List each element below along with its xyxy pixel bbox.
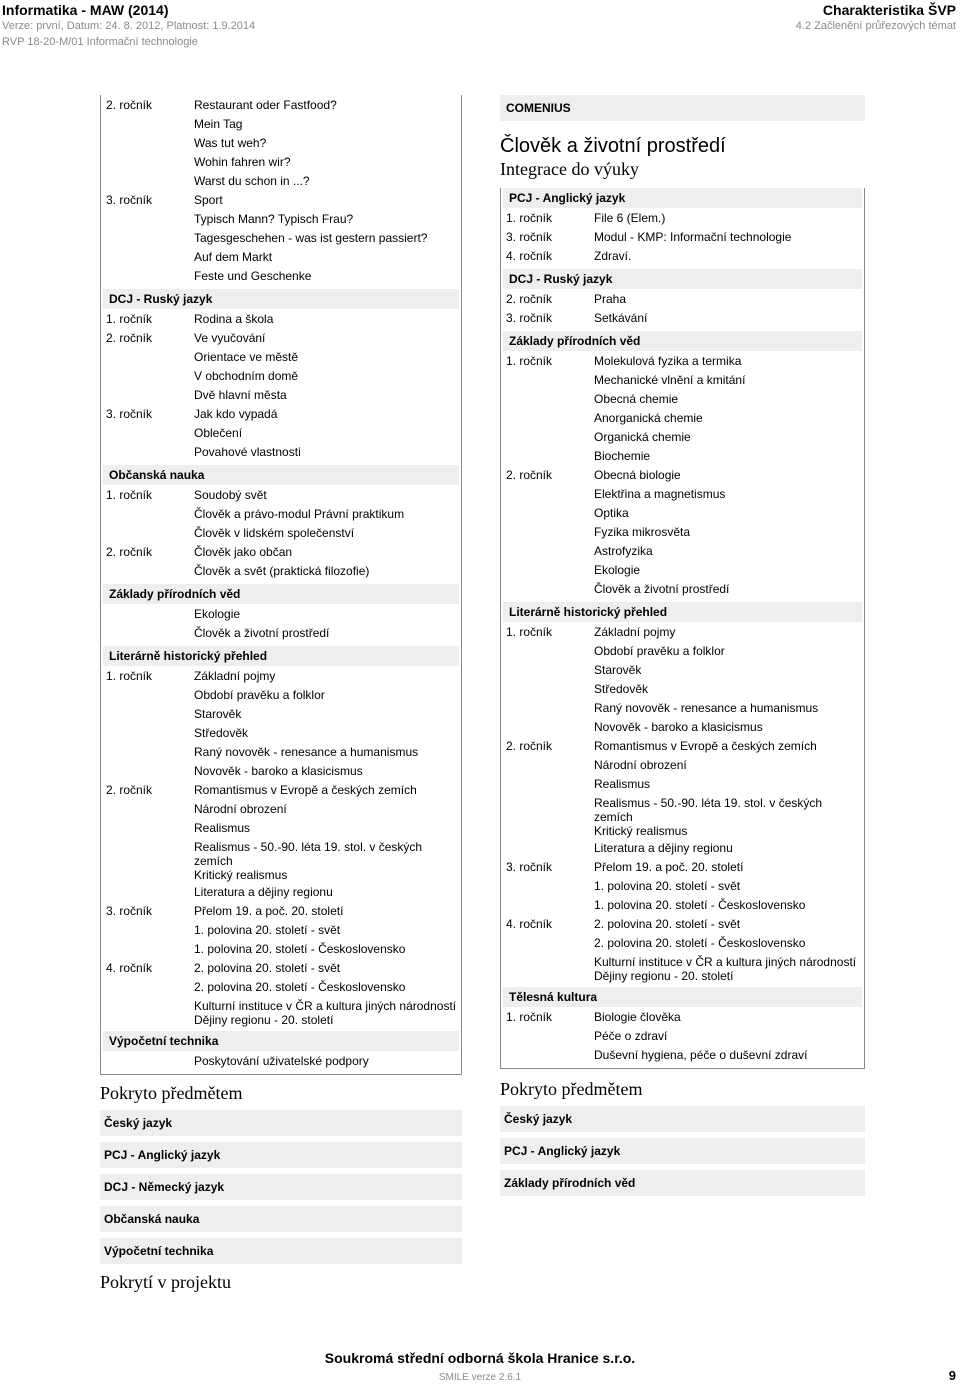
topic-cell: Člověk v lidském společenství (194, 526, 355, 540)
topic-row (501, 465, 864, 484)
topic-cell: Kulturní instituce v ČR a kultura jiných národností Dějiny regionu - 20. století (594, 955, 857, 983)
topic-cell: Optika (594, 506, 629, 520)
topic-row (101, 366, 461, 385)
section-title: Charakteristika ŠVP (822, 2, 956, 18)
topic-row (501, 503, 864, 522)
year-cell (501, 663, 594, 679)
subject-heading: Literárně historický přehled (103, 646, 459, 666)
year-cell: 1. ročník (506, 1010, 553, 1024)
year-cell (101, 564, 194, 580)
topic-cell: Biochemie (594, 449, 651, 463)
coverage-item: Výpočetní technika (100, 1238, 462, 1264)
year-cell: 2. ročník (506, 739, 553, 753)
topic-row (101, 114, 461, 133)
topic-row (101, 542, 461, 561)
year-cell (101, 1054, 194, 1070)
topic-cell: Realismus - 50.-90. léta 19. stol. v českých zemích Kritický realismus (194, 840, 423, 882)
year-cell (501, 392, 594, 408)
topic-row (101, 818, 461, 837)
subject-section (100, 289, 462, 465)
year-cell (501, 796, 594, 838)
subject-heading: Základy přírodních věd (503, 331, 862, 351)
topic-cell: Období pravěku a folklor (194, 688, 325, 702)
year-cell (501, 544, 594, 560)
topic-row (101, 95, 461, 114)
year-cell (101, 802, 194, 818)
coverage-item: Občanská nauka (100, 1206, 462, 1232)
year-cell: 1. ročník (106, 488, 153, 502)
year-cell (101, 250, 194, 266)
year-cell: 2. ročník (506, 292, 553, 306)
topic-cell: Realismus (594, 777, 651, 791)
year-cell (101, 445, 194, 461)
topic-cell: Člověk a svět (praktická filozofie) (194, 564, 370, 578)
topic-row (101, 190, 461, 209)
left-integration-table (100, 95, 462, 1075)
left-column (100, 95, 462, 1299)
topic-row (101, 133, 461, 152)
subject-heading: Literárně historický přehled (503, 602, 862, 622)
topic-cell: Jak kdo vypadá (194, 407, 278, 421)
topic-cell: Anorganická chemie (594, 411, 703, 425)
topic-row (101, 901, 461, 920)
year-cell (101, 999, 194, 1027)
topic-cell: Základní pojmy (594, 625, 676, 639)
topic-row (101, 761, 461, 780)
right-column (500, 95, 865, 1202)
topic-cell: Mechanické vlnění a kmitání (594, 373, 746, 387)
topic-cell: Praha (594, 292, 627, 306)
year-cell (501, 582, 594, 598)
theme-title: Člověk a životní prostředí (500, 135, 726, 157)
topic-cell: Was tut weh? (194, 136, 267, 150)
coverage-item: PCJ - Anglický jazyk (100, 1142, 462, 1168)
year-cell (101, 840, 194, 882)
year-cell (501, 449, 594, 465)
topic-row (101, 742, 461, 761)
subject-section (100, 584, 462, 646)
topic-cell: Molekulová fyzika a termika (594, 354, 742, 368)
year-cell: 4. ročník (506, 917, 553, 931)
year-cell: 1. ročník (106, 312, 153, 326)
topic-cell: Realismus (194, 821, 251, 835)
topic-cell: Orientace ve městě (194, 350, 299, 364)
topic-cell: Povahové vlastnosti (194, 445, 301, 459)
year-cell (501, 430, 594, 446)
topic-row (101, 920, 461, 939)
page-number: 9 (948, 1368, 956, 1383)
topic-cell: Národní obrození (594, 758, 687, 772)
year-cell: 2. ročník (106, 783, 153, 797)
coverage-item: Český jazyk (500, 1106, 865, 1132)
topic-cell: Tagesgeschehen - was ist gestern passiert? (194, 231, 428, 245)
topic-row (501, 895, 864, 914)
year-cell (101, 212, 194, 228)
topic-cell: Středověk (594, 682, 649, 696)
year-cell (101, 350, 194, 366)
subject-section (100, 95, 462, 289)
topic-cell: Obecná chemie (594, 392, 679, 406)
topic-cell: Organická chemie (594, 430, 691, 444)
topic-row (501, 208, 864, 227)
topic-cell: Raný novověk - renesance a humanismus (594, 701, 819, 715)
topic-cell: Raný novověk - renesance a humanismus (194, 745, 419, 759)
topic-cell: V obchodním domě (194, 369, 299, 383)
topic-row (501, 389, 864, 408)
topic-cell: Obecná biologie (594, 468, 681, 482)
topic-cell: Starověk (594, 663, 642, 677)
year-cell: 3. ročník (106, 407, 153, 421)
year-cell (501, 1029, 594, 1045)
section-subtitle: 4.2 Začlenění průřezových témat (795, 20, 956, 32)
topic-cell: Duševní hygiena, péče o duševní zdraví (594, 1048, 808, 1062)
year-cell (501, 506, 594, 522)
topic-cell: 1. polovina 20. století - svět (594, 879, 741, 893)
year-cell: 4. ročník (106, 961, 153, 975)
topic-row (101, 977, 461, 996)
topic-cell: Wohin fahren wir? (194, 155, 291, 169)
topic-row (101, 171, 461, 190)
topic-cell: Novověk - baroko a klasicismus (594, 720, 763, 734)
year-cell (501, 777, 594, 793)
topic-cell: Romantismus v Evropě a českých zemích (594, 739, 817, 753)
integration-title: Integrace do výuky (500, 159, 639, 179)
year-cell (501, 720, 594, 736)
topic-cell: Péče o zdraví (594, 1029, 668, 1043)
topic-cell: Zdraví. (594, 249, 632, 263)
left-coverage-list (100, 1110, 462, 1264)
topic-row (101, 347, 461, 366)
coverage-item: Základy přírodních věd (500, 1170, 865, 1196)
topic-cell: 2. polovina 20. století - svět (594, 917, 741, 931)
topic-row (101, 939, 461, 958)
topic-cell: Dvě hlavní města (194, 388, 287, 402)
topic-row (501, 427, 864, 446)
year-cell (101, 980, 194, 996)
topic-row (501, 408, 864, 427)
topic-row (501, 484, 864, 503)
topic-row (101, 666, 461, 685)
topic-row (101, 561, 461, 580)
topic-row (501, 560, 864, 579)
year-cell (501, 1048, 594, 1064)
topic-cell: Romantismus v Evropě a českých zemích (194, 783, 417, 797)
topic-row (101, 504, 461, 523)
year-cell: 4. ročník (506, 249, 553, 263)
topic-row (501, 1026, 864, 1045)
topic-cell: 2. polovina 20. století - Československo (594, 936, 806, 950)
year-cell (101, 626, 194, 642)
topic-cell: Literatura a dějiny regionu (194, 885, 333, 899)
year-cell (501, 879, 594, 895)
project-coverage-title: Pokrytí v projektu (100, 1272, 231, 1292)
year-cell (101, 136, 194, 152)
topic-row (501, 698, 864, 717)
topic-row (101, 958, 461, 977)
topic-cell: File 6 (Elem.) (594, 211, 666, 225)
subject-section (500, 331, 865, 602)
topic-row (501, 717, 864, 736)
version-info: Verze: první, Datum: 24. 8. 2012, Platnost: 1.9.2014 (2, 20, 256, 32)
topic-cell: Ve vyučování (194, 331, 266, 345)
year-cell (501, 644, 594, 660)
topic-row (101, 723, 461, 742)
topic-row (101, 780, 461, 799)
topic-cell: Poskytování uživatelské podpory (194, 1054, 369, 1068)
topic-row (501, 246, 864, 265)
topic-row (101, 523, 461, 542)
year-cell: 3. ročník (106, 904, 153, 918)
topic-row (101, 209, 461, 228)
subject-section (100, 465, 462, 584)
topic-row (101, 266, 461, 285)
topic-row (101, 228, 461, 247)
year-cell (101, 507, 194, 523)
topic-cell: Novověk - baroko a klasicismus (194, 764, 363, 778)
topic-row (501, 227, 864, 246)
topic-row (501, 541, 864, 560)
year-cell: 2. ročník (106, 331, 153, 345)
year-cell: 1. ročník (106, 669, 153, 683)
topic-row (501, 289, 864, 308)
comenius-heading: COMENIUS (500, 95, 865, 121)
year-cell (501, 373, 594, 389)
topic-cell: 2. polovina 20. století - Československo (194, 980, 406, 994)
document-header (2, 2, 255, 50)
topic-cell: Základní pojmy (194, 669, 276, 683)
right-integration-table (500, 188, 865, 1069)
topic-row (501, 857, 864, 876)
subject-section (100, 1031, 462, 1075)
topic-cell: Biologie člověka (594, 1010, 681, 1024)
topic-row (501, 351, 864, 370)
subject-section (500, 602, 865, 987)
year-cell (101, 923, 194, 939)
topic-row (501, 370, 864, 389)
year-cell: 3. ročník (506, 860, 553, 874)
year-cell: 3. ročník (106, 193, 153, 207)
topic-cell: Období pravěku a folklor (594, 644, 725, 658)
year-cell (501, 701, 594, 717)
coverage-item: DCJ - Německý jazyk (100, 1174, 462, 1200)
subject-section (500, 987, 865, 1069)
year-cell (501, 525, 594, 541)
topic-row (101, 837, 461, 882)
topic-cell: Národní obrození (194, 802, 287, 816)
subject-section (100, 646, 462, 1031)
topic-row (101, 328, 461, 347)
topic-row (101, 423, 461, 442)
year-cell: 1. ročník (506, 625, 553, 639)
subject-heading: DCJ - Ruský jazyk (503, 269, 862, 289)
topic-cell: Kulturní instituce v ČR a kultura jiných národností Dějiny regionu - 20. století (194, 999, 457, 1027)
year-cell (101, 174, 194, 190)
topic-row (501, 1007, 864, 1026)
topic-cell: Ekologie (194, 607, 241, 621)
topic-cell: Přelom 19. a poč. 20. století (194, 904, 344, 918)
rvp-info: RVP 18-20-M/01 Informační technologie (2, 36, 198, 48)
year-cell (101, 885, 194, 901)
subject-section (500, 188, 865, 269)
topic-row (501, 641, 864, 660)
year-cell (101, 745, 194, 761)
subject-section (500, 269, 865, 331)
topic-row (101, 152, 461, 171)
year-cell (101, 526, 194, 542)
year-cell (501, 682, 594, 698)
topic-cell: Restaurant oder Fastfood? (194, 98, 337, 112)
year-cell (101, 942, 194, 958)
topic-row (501, 660, 864, 679)
topic-row (101, 996, 461, 1027)
year-cell: 3. ročník (506, 311, 553, 325)
topic-cell: Sport (194, 193, 223, 207)
year-cell (101, 117, 194, 133)
topic-cell: 1. polovina 20. století - Československo (194, 942, 406, 956)
year-cell: 1. ročník (506, 354, 553, 368)
topic-cell: Astrofyzika (594, 544, 653, 558)
topic-row (501, 838, 864, 857)
year-cell: 2. ročník (106, 98, 153, 112)
year-cell (101, 155, 194, 171)
year-cell: 1. ročník (506, 211, 553, 225)
subject-heading: Občanská nauka (103, 465, 459, 485)
topic-row (101, 685, 461, 704)
topic-cell: Člověk jako občan (194, 545, 293, 559)
school-name: Soukromá střední odborná škola Hranice s.r.o. (324, 1350, 636, 1366)
right-coverage-list (500, 1106, 865, 1196)
year-cell: 2. ročník (506, 468, 553, 482)
software-version: SMILE verze 2.6.1 (438, 1372, 522, 1383)
topic-cell: Rodina a škola (194, 312, 274, 326)
topic-row (501, 446, 864, 465)
subject-heading: Základy přírodních věd (103, 584, 459, 604)
topic-cell: Přelom 19. a poč. 20. století (594, 860, 744, 874)
year-cell (501, 841, 594, 857)
topic-cell: Středověk (194, 726, 249, 740)
topic-row (501, 736, 864, 755)
year-cell (101, 821, 194, 837)
left-coverage-title: Pokryto předmětem (100, 1083, 243, 1103)
year-cell (101, 764, 194, 780)
subject-heading: Výpočetní technika (103, 1031, 459, 1051)
topic-row (101, 404, 461, 423)
topic-row (101, 604, 461, 623)
topic-row (101, 385, 461, 404)
topic-cell: Realismus - 50.-90. léta 19. stol. v českých zemích Kritický realismus (594, 796, 823, 838)
year-cell (101, 688, 194, 704)
subject-heading: Tělesná kultura (503, 987, 862, 1007)
topic-cell: Mein Tag (194, 117, 243, 131)
topic-cell: 2. polovina 20. století - svět (194, 961, 341, 975)
topic-cell: Člověk a životní prostředí (594, 582, 730, 596)
topic-cell: Warst du schon in ...? (194, 174, 310, 188)
year-cell (101, 607, 194, 623)
topic-row (101, 623, 461, 642)
topic-cell: Člověk a právo-modul Právní praktikum (194, 507, 405, 521)
topic-row (101, 1051, 461, 1070)
subject-heading: PCJ - Anglický jazyk (503, 188, 862, 208)
topic-cell: Člověk a životní prostředí (194, 626, 330, 640)
topic-row (501, 522, 864, 541)
year-cell (101, 426, 194, 442)
topic-row (501, 774, 864, 793)
topic-row (501, 308, 864, 327)
document-title: Informatika - MAW (2014) (2, 2, 169, 18)
year-cell (101, 707, 194, 723)
topic-row (501, 952, 864, 983)
year-cell (101, 269, 194, 285)
subject-heading: DCJ - Ruský jazyk (103, 289, 459, 309)
topic-cell: Auf dem Markt (194, 250, 273, 264)
topic-cell: 1. polovina 20. století - Československo (594, 898, 806, 912)
topic-cell: Literatura a dějiny regionu (594, 841, 733, 855)
topic-row (501, 622, 864, 641)
topic-row (101, 442, 461, 461)
topic-row (501, 579, 864, 598)
topic-row (101, 485, 461, 504)
topic-row (501, 933, 864, 952)
topic-cell: 1. polovina 20. století - svět (194, 923, 341, 937)
topic-row (501, 793, 864, 838)
topic-cell: Starověk (194, 707, 242, 721)
topic-row (101, 704, 461, 723)
topic-cell: Oblečení (194, 426, 243, 440)
year-cell (501, 563, 594, 579)
year-cell (501, 898, 594, 914)
topic-row (501, 876, 864, 895)
topic-cell: Modul - KMP: Informační technologie (594, 230, 792, 244)
topic-cell: Typisch Mann? Typisch Frau? (194, 212, 354, 226)
year-cell (101, 231, 194, 247)
year-cell: 3. ročník (506, 230, 553, 244)
topic-cell: Feste und Geschenke (194, 269, 312, 283)
topic-row (101, 309, 461, 328)
section-header (796, 2, 956, 34)
topic-row (501, 1045, 864, 1064)
topic-cell: Setkávání (594, 311, 648, 325)
topic-cell: Elektřina a magnetismus (594, 487, 726, 501)
coverage-item: PCJ - Anglický jazyk (500, 1138, 865, 1164)
right-coverage-title: Pokryto předmětem (500, 1079, 643, 1099)
topic-row (101, 882, 461, 901)
year-cell (501, 411, 594, 427)
year-cell (501, 955, 594, 983)
coverage-item: Český jazyk (100, 1110, 462, 1136)
topic-row (501, 755, 864, 774)
year-cell (101, 726, 194, 742)
year-cell (501, 936, 594, 952)
topic-row (101, 247, 461, 266)
year-cell: 2. ročník (106, 545, 153, 559)
topic-cell: Ekologie (594, 563, 641, 577)
topic-row (501, 914, 864, 933)
year-cell (101, 369, 194, 385)
year-cell (101, 388, 194, 404)
topic-row (101, 799, 461, 818)
topic-cell: Soudobý svět (194, 488, 267, 502)
year-cell (501, 758, 594, 774)
topic-row (501, 679, 864, 698)
year-cell (501, 487, 594, 503)
topic-cell: Fyzika mikrosvěta (594, 525, 691, 539)
